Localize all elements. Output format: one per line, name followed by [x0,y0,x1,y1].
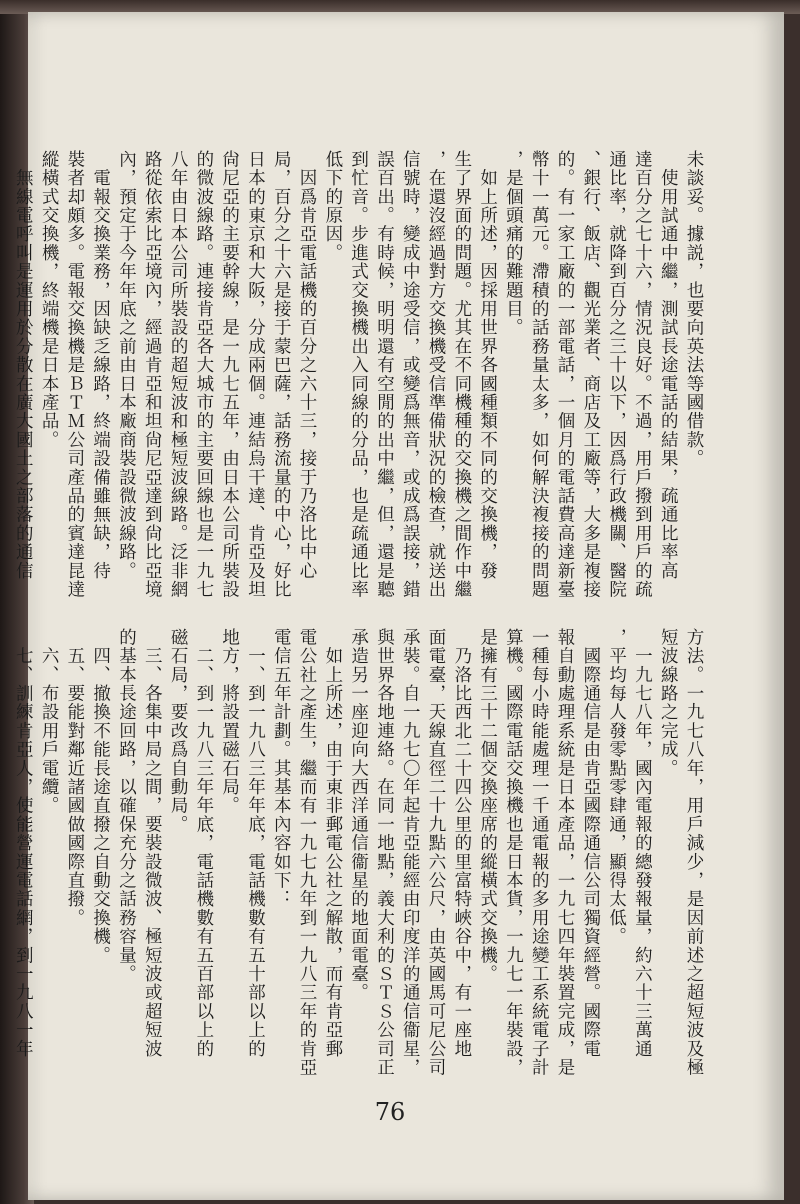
page-number: 76 [374,1098,406,1126]
upper-text-block: 未談妥。據説，也要向英法等國借款。 使用試通中繼，測試長途電話的結果，疏通比率高 達百分之七十六，情況良好。不過，用戶撥到用戶的疏 通比率，就降到百分之三十以下，因爲行政機關、醫院 、銀行、飯店、觀光業者、商店及工廠等，大多是複接 的。有一家工廠的一部電話，一個月的電話費高達新臺 幣十一萬元。滯積的話務量太多，如何解決複接的問題 ，是個頭痛的難題目。 如上所述，因採用世界各國種類不同的交換機，發 生了界面的問題。尤其在不同機種的交換機之間作中繼 ，在還沒經過對方交換機受信準備狀況的檢查，就送出 信號時，變成中途受信，或變爲無音，或成爲誤接，錯 誤百出。有時候，明明還有空閒的出中繼，但，還是聽 到忙音。步進式交換機出入同線的分品，也是疏通比率 低下的原因。 因爲肯亞電話機的百分之六十三，接于乃洛比中心 局，百分之十六是接于蒙巴薩，話務流量的中心，好比 日本的東京和大阪，分成兩個。連結烏干達、肯亞及坦 尙尼亞的主要幹線，是一九七五年，由日本公司所裝設 的微波線路。連接肯亞各大城市的主要回線也是一九七 八年由日本公司所裝設的超短波和極短波線路。泛非網 路從依索比亞境內，經過肯亞和坦尙尼亞達到尙比亞境 內，預定于今年年底之前由日本廠商裝設微波線路。 電報交換業務，因缺乏線路，終端設備雖無缺，待 裝者却頗多。電報交換機是ＢＴＭ公司產品的賓達昆達 縱橫式交換機，終端機是日本產品。 無線電呼叫是運用於分散在廣大國土之部落的通信 [13,150,704,599]
lower-text-block: 方法。一九七八年，用戶減少，是因前述之超短波及極 短波線路之完成。 一九七八年，國內電報的總發報量，約六十三萬通 ，平均每人發零點零肆通，顯得太低。 國際通信是由肯亞國際通信公司獨資經營。國際電 報自動處理系統是日本產品，一九七四年裝置完成，是 一種每小時能處理一千通電報的多用途變工系統電子計 算機。國際電話交換機也是日本貨，一九七一年裝設， 是擁有三十二個交換座席的縱橫式交換機。 乃洛比西北二十四公里的里富特峽谷中，有一座地 面電臺，天線直徑二十九點六公尺，由英國馬可尼公司 承裝。自一九七〇年起肯亞能經由印度洋的通信衞星， 與世界各地連絡。在同一地點，義大利的ＳＴＳ公司正 承造另一座迎向大西洋通信衞星的地面電臺。 如上所述，由于東非郵電公社之解散，而有肯亞郵 電公社之產生，繼而有一九七九年到一九八三年的肯亞 電信五年計劃。其基本內容如下： 一、到一九八三年年底，電話機數有五十部以上的 地方，將設置磁石局。 二、到一九八三年年底，電話機數有五百部以上的 磁石局，要改爲自動局。 三、各集中局之間，要裝設微波、極短波或超短波 的基本長途回路，以確保充分之話務容量。 四、撤換不能長途直撥之自動交換機。 五、要能對鄰近諸國做國際直撥。 六、布設用戶電纜。 七、訓練肯亞人，使能營運電話網，到一九八一年 [13,628,704,1077]
